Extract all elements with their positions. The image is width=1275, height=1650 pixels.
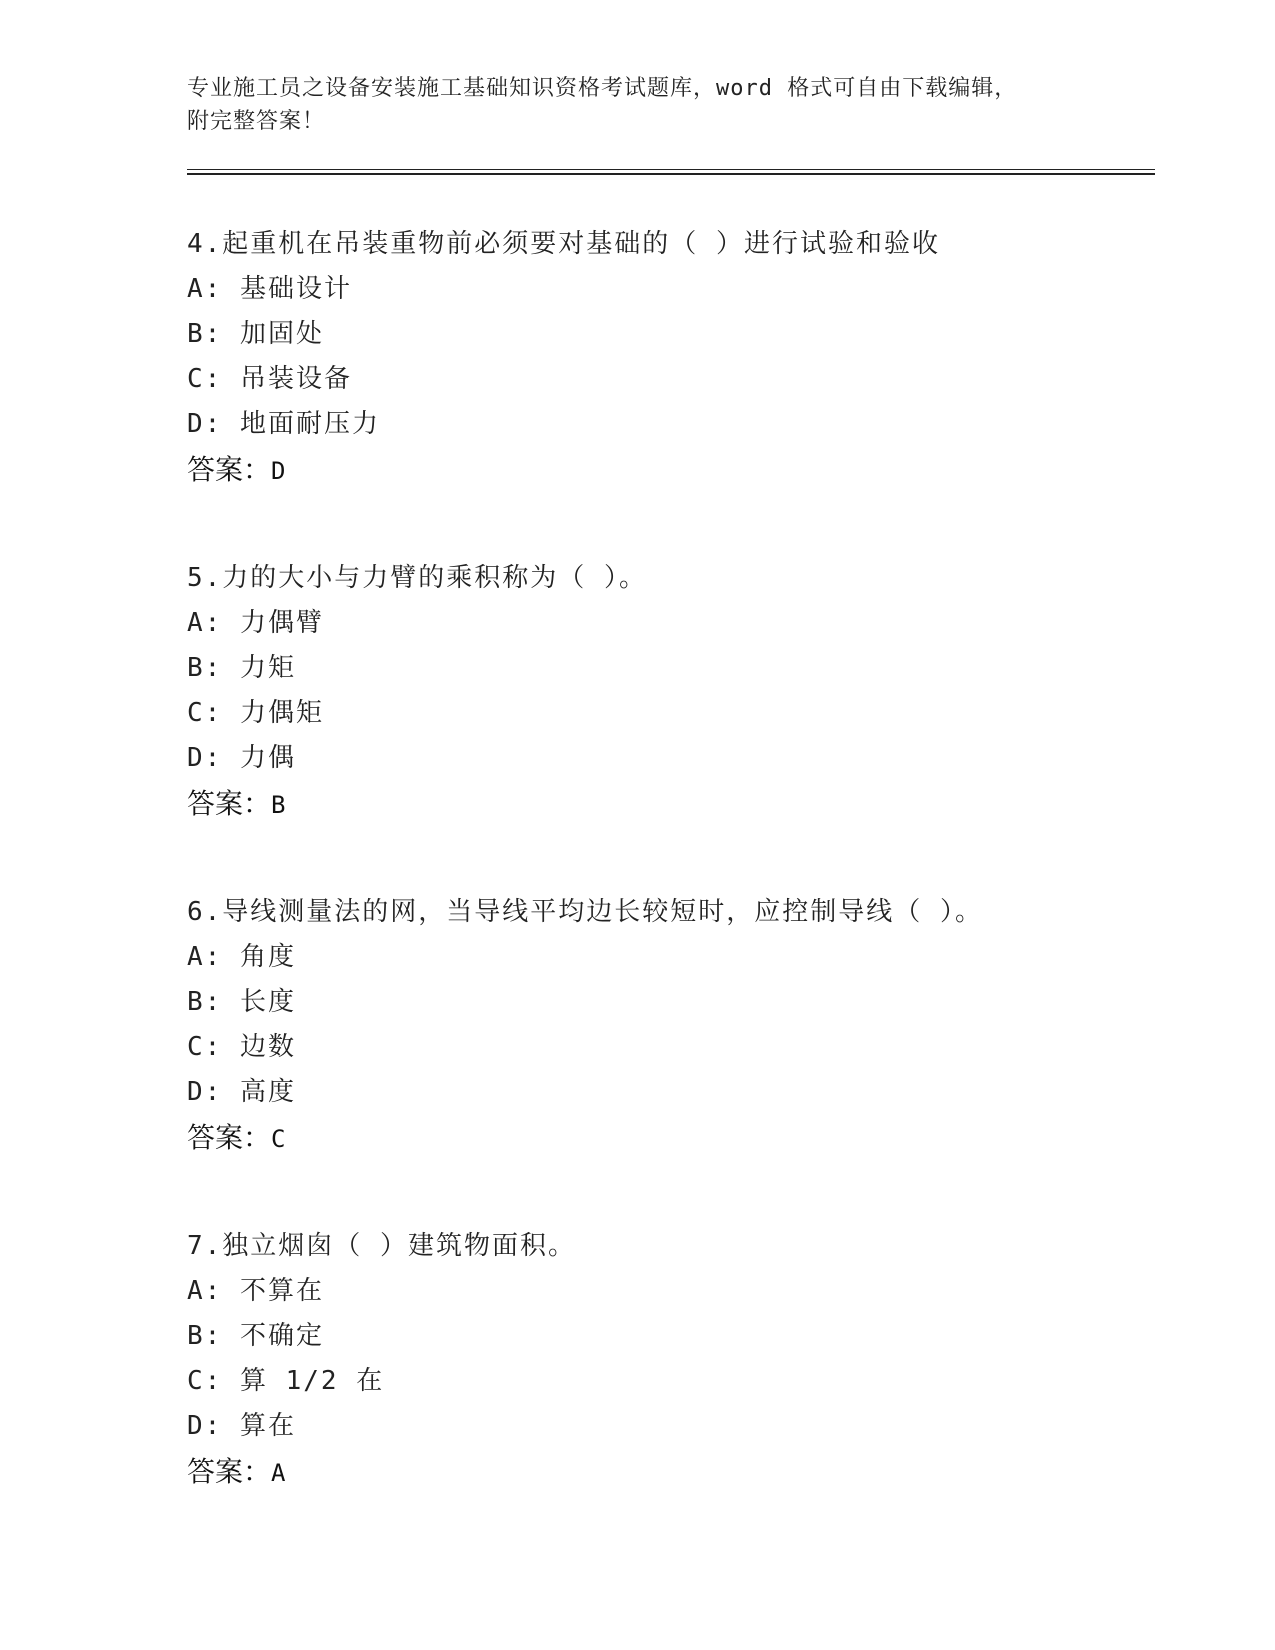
answer-label: 答案： <box>187 453 272 486</box>
question-option: D: 高度 <box>187 1077 296 1107</box>
header-line-1: 专业施工员之设备安装施工基础知识资格考试题库，word 格式可自由下载编辑， <box>187 76 1018 101</box>
answer-label: 答案： <box>187 1455 272 1488</box>
question-answer <box>187 781 1157 828</box>
question-answer <box>187 447 1157 494</box>
question-block <box>187 222 1157 494</box>
question-option: C: 边数 <box>187 1032 296 1062</box>
answer-label: 答案： <box>187 787 272 820</box>
question-stem: 4.起重机在吊装重物前必须要对基础的（ ）进行试验和验收 <box>187 229 940 259</box>
question-answer <box>187 1115 1157 1162</box>
question-option: C: 力偶矩 <box>187 698 324 728</box>
question-answer <box>187 1449 1157 1496</box>
question-stem: 7.独立烟囱（ ）建筑物面积。 <box>187 1231 576 1261</box>
answer-value: D <box>271 457 286 485</box>
question-block <box>187 1224 1157 1496</box>
question-option: B: 长度 <box>187 987 296 1017</box>
question-list <box>187 222 1157 1496</box>
rule-line-top <box>187 169 1155 170</box>
question-option: B: 加固处 <box>187 319 324 349</box>
document-page <box>187 72 1157 1496</box>
rule-line-bottom <box>187 173 1155 175</box>
answer-value: B <box>271 791 286 819</box>
answer-value: C <box>271 1125 286 1153</box>
question-option: C: 吊装设备 <box>187 364 352 394</box>
question-option: D: 算在 <box>187 1411 296 1441</box>
question-option: B: 力矩 <box>187 653 296 683</box>
answer-value: A <box>271 1459 286 1487</box>
question-option: D: 地面耐压力 <box>187 409 380 439</box>
question-option: D: 力偶 <box>187 743 296 773</box>
document-header <box>187 72 1157 138</box>
question-option: B: 不确定 <box>187 1321 324 1351</box>
question-option: A: 基础设计 <box>187 274 352 304</box>
question-option: C: 算 1/2 在 <box>187 1366 385 1396</box>
question-block <box>187 556 1157 828</box>
header-double-rule <box>187 169 1155 174</box>
question-option: A: 力偶臂 <box>187 608 324 638</box>
question-stem: 6.导线测量法的网，当导线平均边长较短时，应控制导线（ ）。 <box>187 897 983 927</box>
answer-label: 答案： <box>187 1121 272 1154</box>
header-line-2: 附完整答案！ <box>187 109 326 134</box>
question-option: A: 不算在 <box>187 1276 324 1306</box>
question-option: A: 角度 <box>187 942 296 972</box>
question-block <box>187 890 1157 1162</box>
question-stem: 5.力的大小与力臂的乘积称为（ ）。 <box>187 563 647 593</box>
